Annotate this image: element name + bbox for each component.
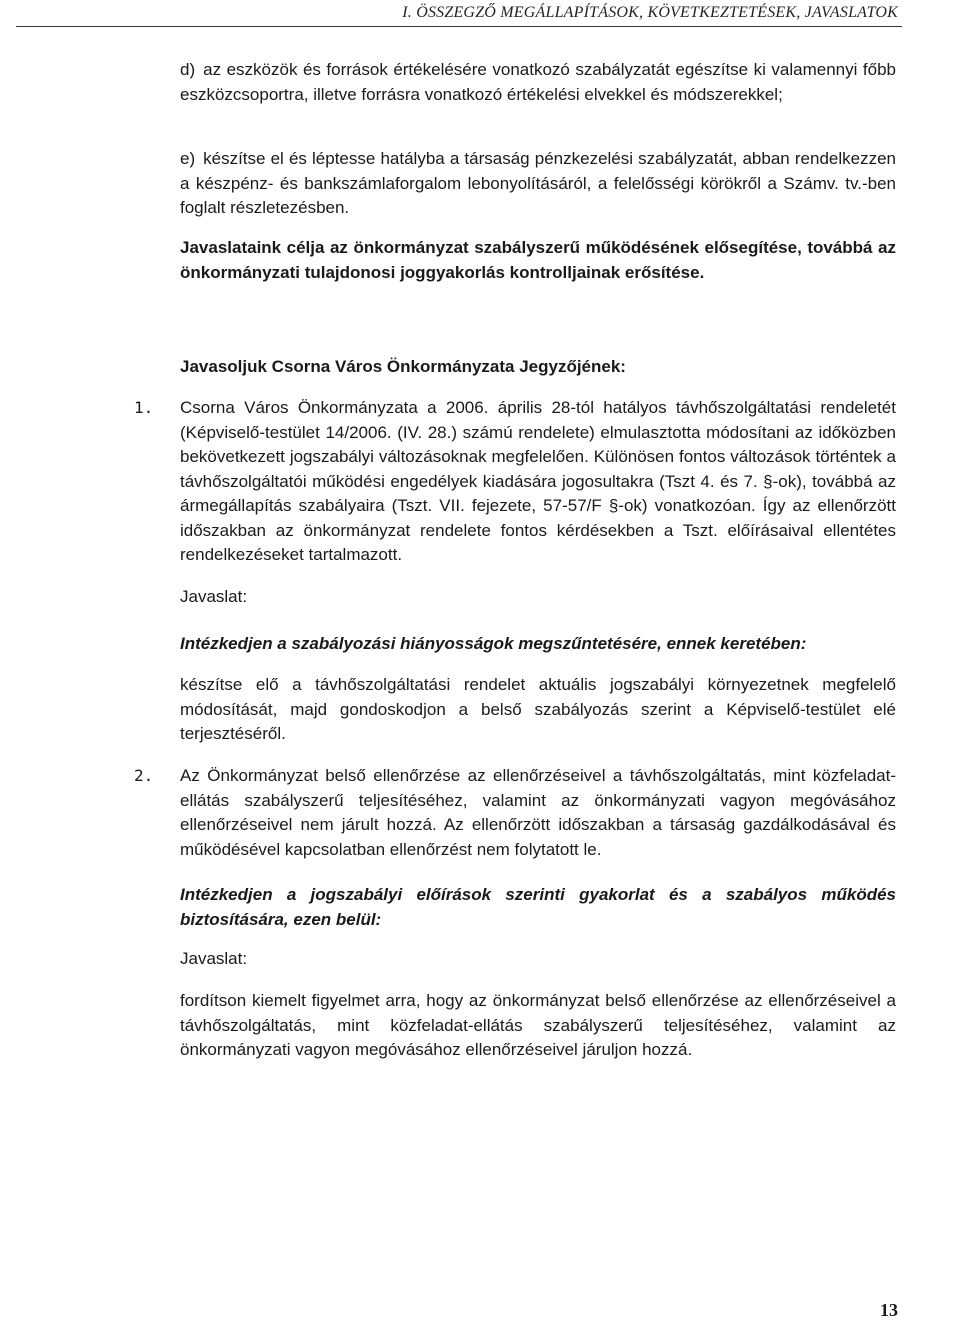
point-1-measure: Intézkedjen a szabályozási hiányosságok megszűntetésére, ennek keretében: bbox=[180, 634, 807, 653]
point-1-number: 1. bbox=[134, 398, 154, 417]
point-2-action: fordítson kiemelt figyelmet arra, hogy az önkormányzat belső ellenőrzése az ellenőrzéseivel a távhőszolgáltatás, mint közfeladat-ellátás szabályszerű teljesítéséhez, valamint az önkormányzati vagyon megóvásához ellenőrzéseivel járuljon hozzá. bbox=[180, 991, 896, 1059]
page-number: 13 bbox=[880, 1300, 898, 1320]
point-1-javaslat-label: Javaslat: bbox=[180, 587, 248, 606]
item-e-label: e) bbox=[180, 149, 196, 168]
point-2-text: Az Önkormányzat belső ellenőrzése az ellenőrzéseivel a távhőszolgáltatás, mint közfeladat-ellátás szabályszerű teljesítéséhez, valamint az önkormányzati vagyon megóvásához ellenőrzéseivel nem járult hozzá. Az ellenőrzött időszakban a társaság gazdálkodásával és működésével kapcsolatban ellenőrzést nem folytatott le. bbox=[180, 766, 896, 859]
item-d-text: az eszközök és források értékelésére vonatkozó szabályzatát egészítse ki valamennyi főbb eszközcsoportra, illetve forrásra vonatkozó értékelési elvekkel és módszerekkel; bbox=[180, 60, 896, 104]
point-2-number: 2. bbox=[134, 766, 154, 785]
header-rule bbox=[16, 26, 902, 27]
recommendation-heading: Javasoljuk Csorna Város Önkormányzata Jegyzőjének: bbox=[180, 357, 626, 376]
list-item-d bbox=[180, 58, 896, 107]
point-1-text: Csorna Város Önkormányzata a 2006. április 28-tól hatályos távhőszolgáltatási rendeletét (Képviselő-testület 14/2006. (IV. 28.) számú rendelete) elmulasztotta módosítani az időközben bekövetkezett jogszabályi változásoknak megfelelően. Különösen fontos változások történtek a távhőszolgáltatói működési engedélyek kiadására jogosultakra (Tszt 4. és 7. §-ok), továbbá az ármegállapítás szabályaira (Tszt. VII. fejezete, 57-57/F §-ok) vonatkozóan. Így az ellenőrzött időszakban az önkormányzat rendelete fontos kérdésekben a Tszt. előírásaival ellentétes rendelkezéseket tartalmazott. bbox=[180, 398, 896, 564]
item-d-label: d) bbox=[180, 60, 196, 79]
item-e-text: készítse el és léptesse hatályba a társaság pénzkezelési szabályzatát, abban rendelkezzen a készpénz- és bankszámlaforgalom lebonyolításáról, a felelősségi körökről a Számv. tv.-ben foglalt részletezésben. bbox=[180, 149, 896, 217]
list-item-e bbox=[180, 147, 896, 221]
point-1-action: készítse elő a távhőszolgáltatási rendelet aktuális jogszabályi környezetnek megfelelő módosítását, majd gondoskodjon a belső szabályozás szerint a Képviselő-testület elé terjesztéséről. bbox=[180, 675, 896, 743]
point-2-javaslat-label: Javaslat: bbox=[180, 949, 248, 968]
running-header: I. ÖSSZEGZŐ MEGÁLLAPÍTÁSOK, KÖVETKEZTETÉSEK, JAVASLATOK bbox=[402, 4, 898, 21]
summary-paragraph: Javaslataink célja az önkormányzat szabályszerű működésének elősegítése, továbbá az önkormányzati tulajdonosi joggyakorlás kontrolljainak erősítése. bbox=[180, 238, 896, 282]
point-2-measure: Intézkedjen a jogszabályi előírások szerinti gyakorlat és a szabályos működés biztosítására, ezen belül: bbox=[180, 885, 896, 929]
